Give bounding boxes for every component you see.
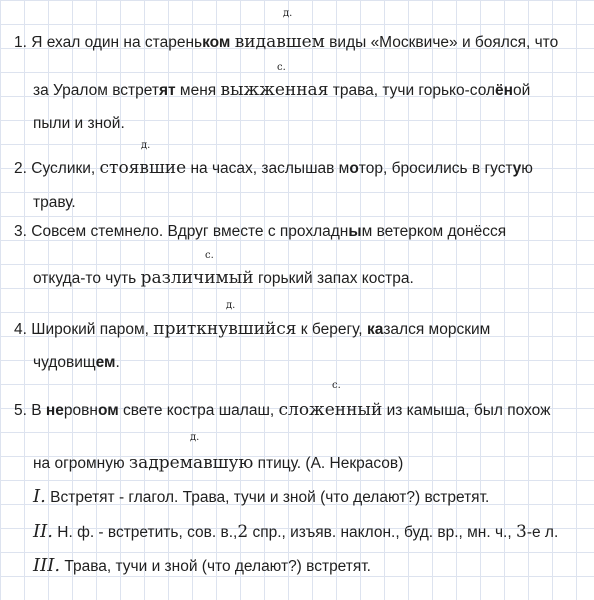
participle-highlight: выжженная: [220, 80, 329, 100]
annotation-participle-type: д.: [190, 432, 200, 443]
sentence-2-line-2: траву.: [33, 194, 76, 211]
analysis-line-1: I. Встретят - глагол. Трава, тучи и зной (что делают?) встретят.: [33, 486, 490, 507]
item-number: 2.: [14, 160, 27, 177]
item-number: 4.: [14, 321, 27, 338]
sentence-3-line-2: откуда-то чуть различимый горький запах костра.: [33, 268, 414, 288]
annotation-participle-type: д.: [141, 140, 151, 151]
sentence-1-line-3: пыли и зной.: [33, 115, 125, 132]
analysis-line-3: III. Трава, тучи и зной (что делают?) встретят.: [33, 555, 371, 576]
annotation-participle-type: с.: [205, 250, 214, 261]
participle-highlight: сложенный: [278, 400, 383, 420]
annotation-participle-type: д.: [283, 8, 293, 19]
participle-highlight: приткнувшийся: [153, 319, 297, 339]
sentence-5-line-1: 5. В неровном свете костра шалаш, сложенный из камыша, был похож: [14, 400, 551, 420]
roman-numeral: III.: [33, 555, 61, 576]
annotation-participle-type: с.: [277, 62, 286, 73]
item-number: 1.: [14, 34, 27, 51]
annotation-participle-type: с.: [332, 380, 341, 391]
participle-highlight: задремавшую: [128, 453, 254, 473]
sentence-3-line-1: 3. Совсем стемнело. Вдруг вместе с прохладным ветерком донёсся: [14, 223, 507, 240]
participle-highlight: различимый: [140, 268, 254, 288]
annotation-participle-type: д.: [226, 300, 236, 311]
sentence-2-line-1: 2. Суслики, стоявшие на часах, заслышав мотор, бросились в густую: [14, 158, 533, 178]
participle-highlight: видавшем: [234, 32, 325, 52]
item-number: 3.: [14, 223, 27, 240]
sentence-1-line-1: 1. Я ехал один на стареньком видавшем виды «Москвиче» и боялся, что: [14, 32, 559, 52]
roman-numeral: II.: [33, 521, 53, 542]
sentence-4-line-1: 4. Широкий паром, приткнувшийся к берегу, казался морским: [14, 319, 491, 339]
roman-numeral: I.: [33, 486, 46, 507]
item-number: 5.: [14, 402, 27, 419]
sentence-4-line-2: чудовищем.: [33, 354, 120, 371]
sentence-1-line-2: за Уралом встретят меня выжженная трава, тучи горько-солёной: [33, 80, 531, 100]
participle-highlight: стоявшие: [99, 158, 187, 178]
analysis-line-2: II. Н. ф. - встретить, сов. в.,2 спр., изъяв. наклон., буд. вр., мн. ч., 3-е л.: [33, 521, 559, 542]
sentence-5-line-2: на огромную задремавшую птицу. (А. Некрасов): [33, 453, 404, 473]
